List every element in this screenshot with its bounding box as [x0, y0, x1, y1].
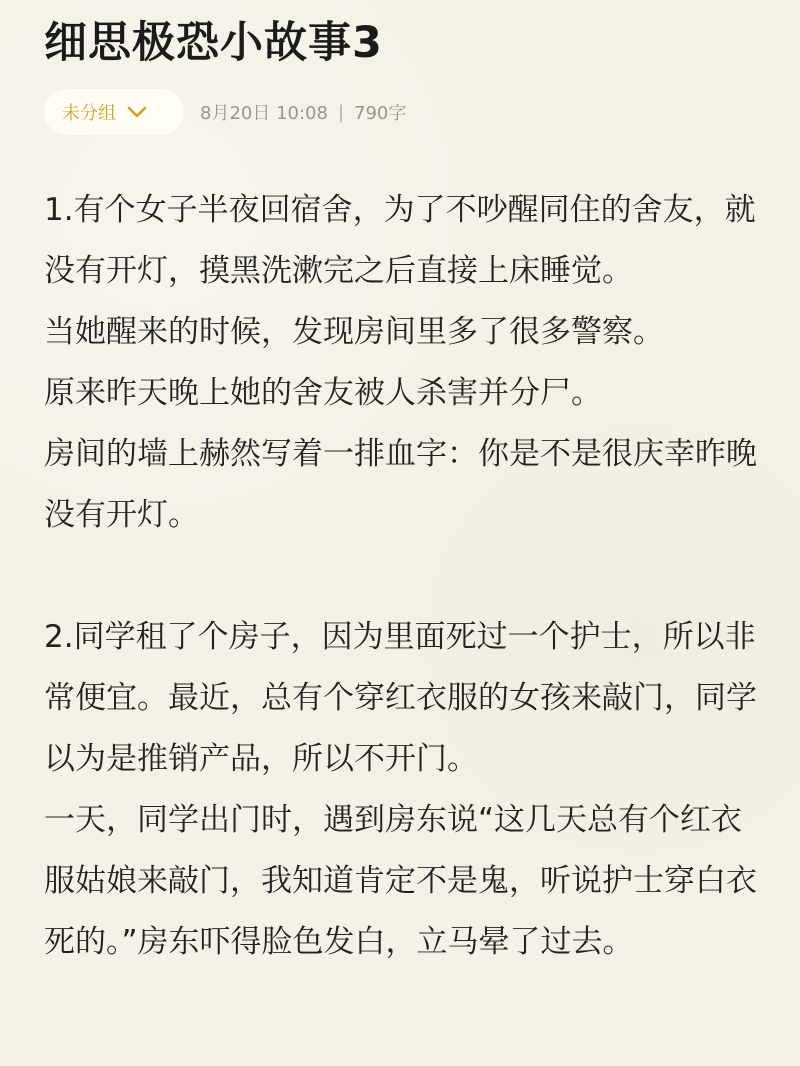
note-date: 8月20日 10:08 [200, 103, 328, 124]
meta-info [200, 99, 406, 125]
story-paragraph-3: 原来昨天晚上她的舍友被人杀害并分尸。 [44, 375, 602, 411]
note-content [44, 180, 764, 973]
chevron-down-icon [126, 104, 148, 120]
paragraph-gap [44, 546, 764, 607]
group-selector[interactable] [44, 89, 184, 135]
meta-separator: | [337, 101, 345, 123]
story-paragraph-1: 1.有个女子半夜回宿舍，为了不吵醒同住的舍友，就没有开灯，摸黑洗漱完之后直接上床睡觉。 [44, 192, 756, 289]
story-paragraph-5: 2.同学租了个房子，因为里面死过一个护士，所以非常便宜。最近，总有个穿红衣服的女孩来敲门，同学以为是推销产品，所以不开门。 [44, 619, 757, 777]
group-label: 未分组 [62, 103, 116, 124]
story-paragraph-2: 当她醒来的时候，发现房间里多了很多警察。 [44, 314, 664, 350]
page-title: 细思极恐小故事3 [44, 18, 383, 68]
note-meta [44, 88, 406, 136]
story-paragraph-6: 一天，同学出门时，遇到房东说“这几天总有个红衣服姑娘来敲门，我知道肯定不是鬼，听说护士穿白衣死的。”房东吓得脸色发白，立马晕了过去。 [44, 802, 757, 960]
word-count: 790字 [354, 103, 407, 124]
story-paragraph-4: 房间的墙上赫然写着一排血字：你是不是很庆幸昨晚没有开灯。 [44, 436, 757, 533]
